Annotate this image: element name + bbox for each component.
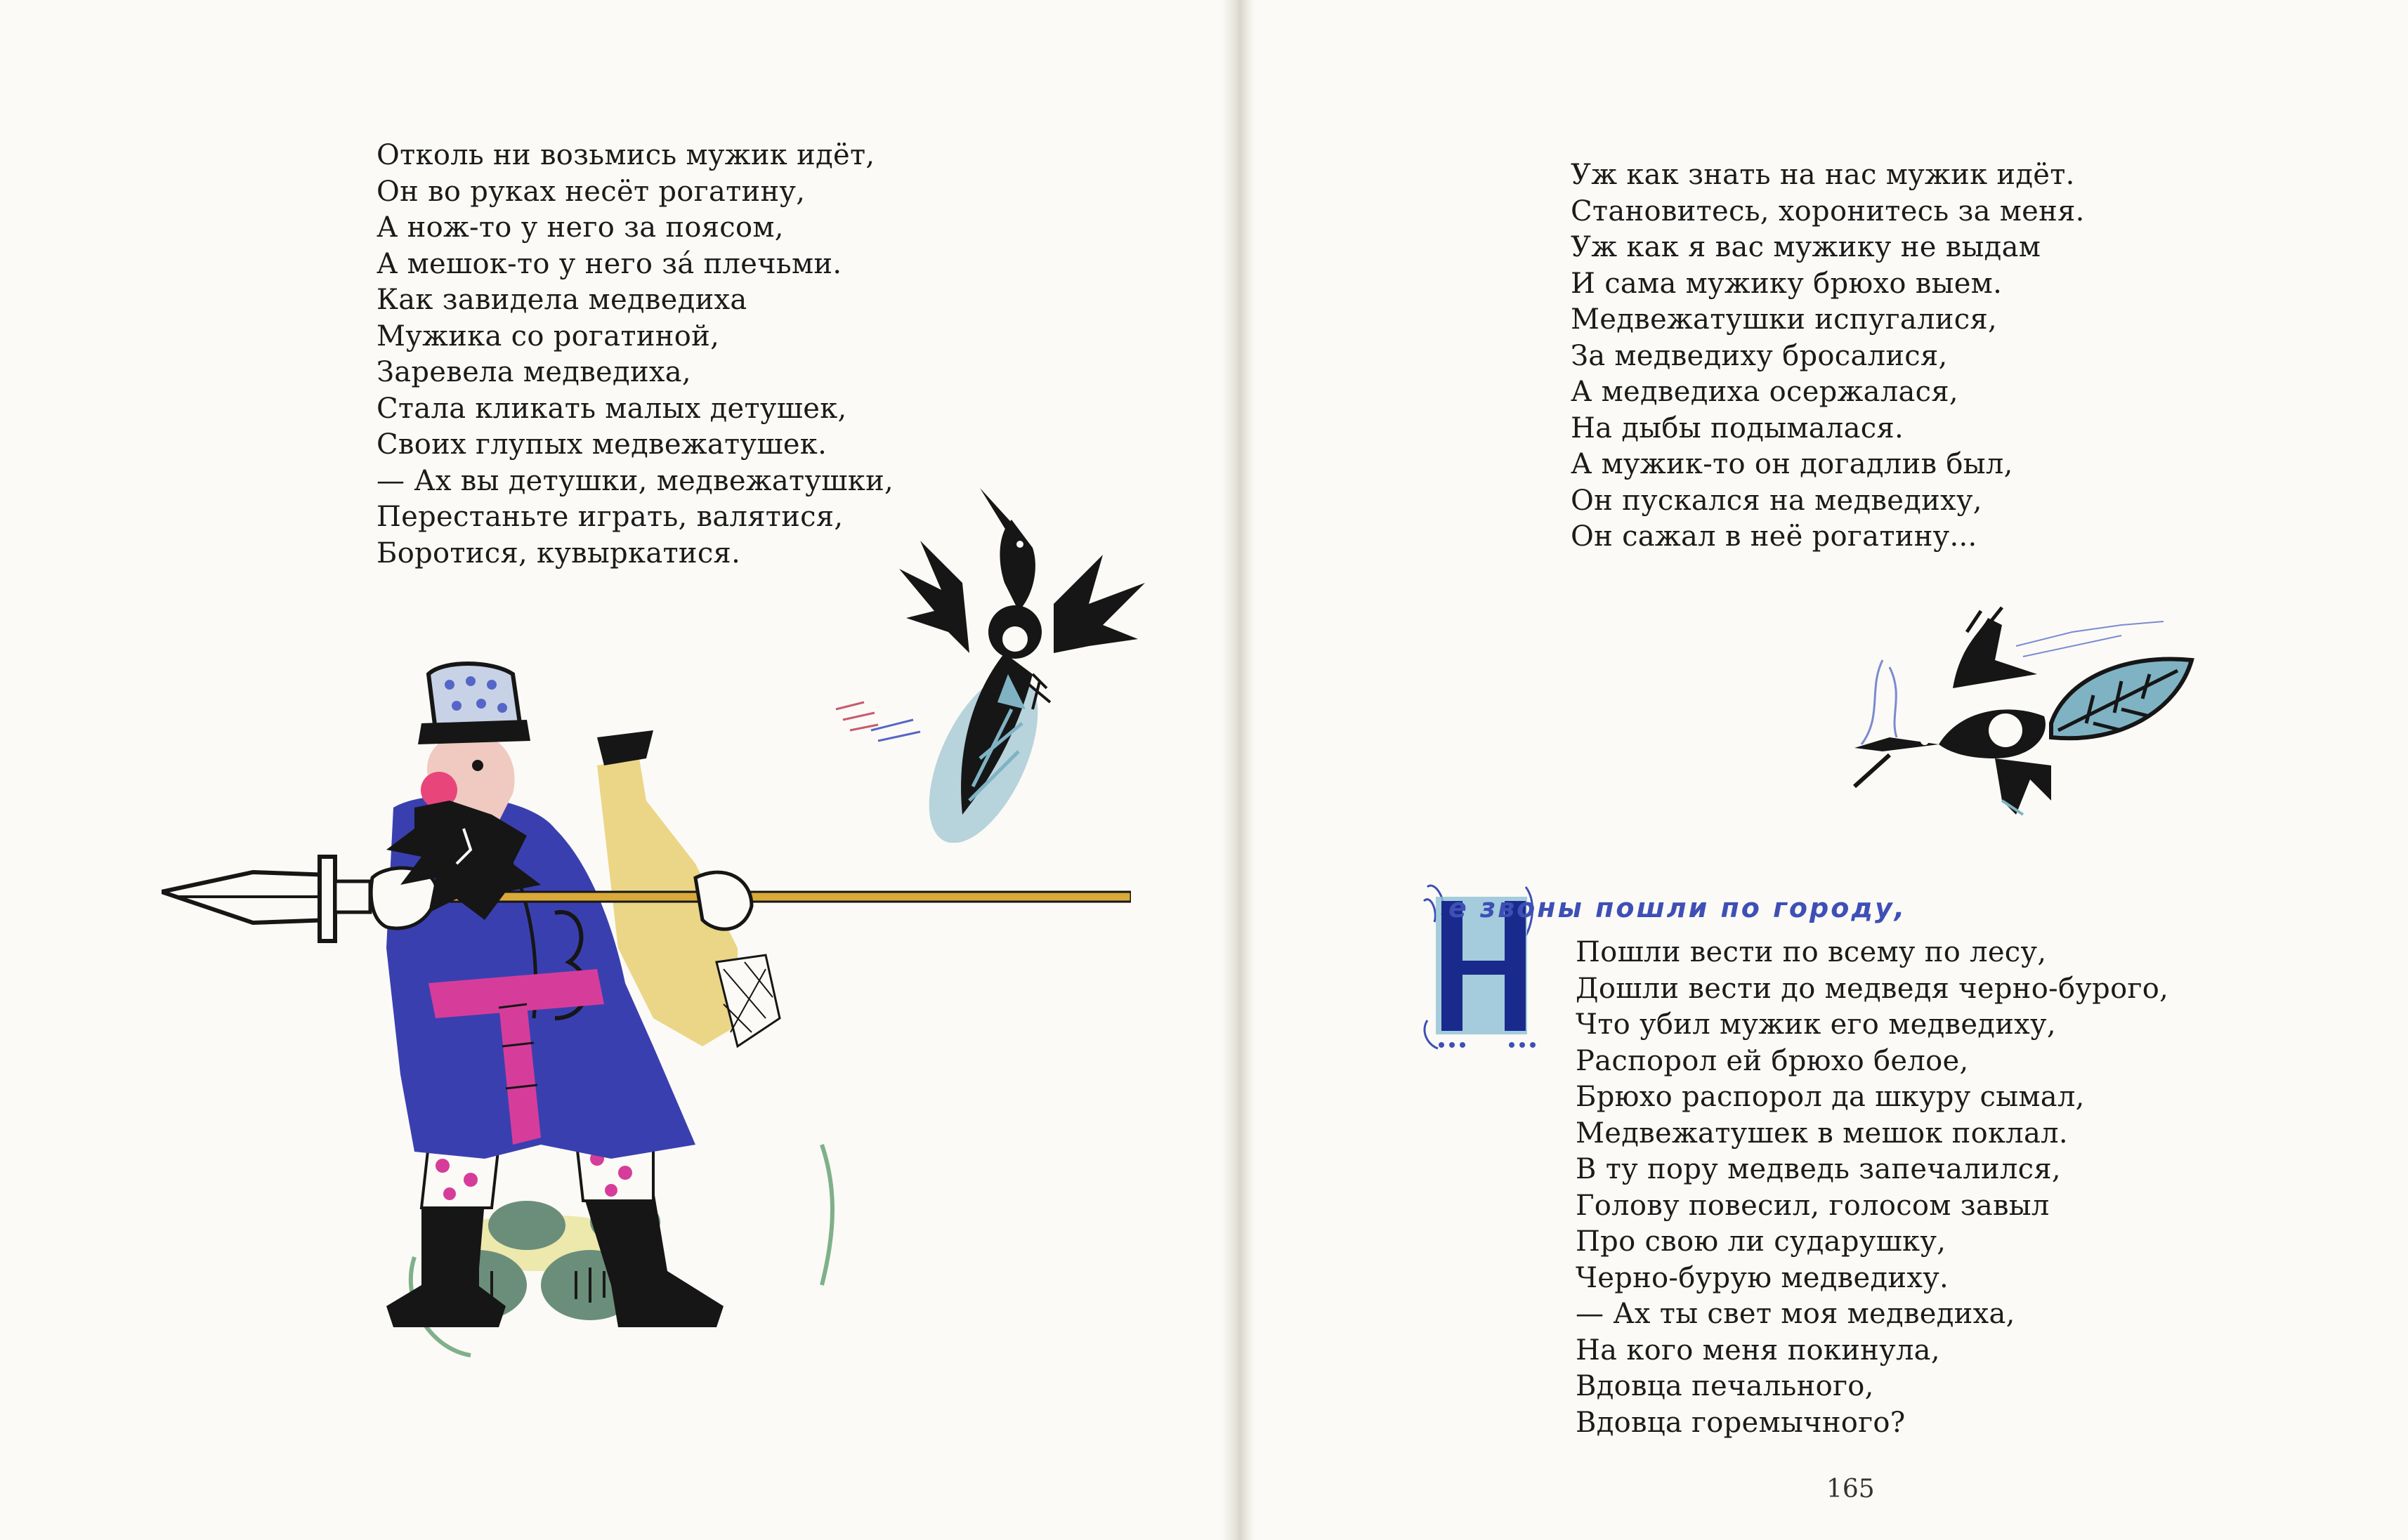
verse-line: Уж как я вас мужику не выдам <box>1571 231 2041 263</box>
verse-line: А медведиха осержалася, <box>1571 376 1958 408</box>
verse-line: Уж как знать на нас мужик идёт. <box>1571 159 2075 191</box>
verse-line: А мужик-то он догадлив был, <box>1571 448 2013 480</box>
verse-line: Вдовца печального, <box>1576 1370 1874 1402</box>
verse-line: И сама мужику брюхо выем. <box>1571 267 2003 300</box>
verse-line: Голову повесил, голосом завыл <box>1576 1189 2050 1222</box>
verse-line: Он пускался на медведиху, <box>1571 484 1982 517</box>
verse-line: Заревела медведиха, <box>377 356 691 388</box>
verse-line: — Ах ты свет моя медведиха, <box>1576 1298 2015 1330</box>
left-verse <box>377 138 894 572</box>
verse-line: Отколь ни возьмись мужик идёт, <box>377 139 875 171</box>
verse-line: В ту пору медведь запечалился, <box>1576 1153 2061 1185</box>
right-verse-top <box>1571 157 2085 555</box>
verse-line: Становитесь, хоронитесь за меня. <box>1571 195 2085 228</box>
dropcap-text: Н <box>1481 978 1482 979</box>
verse-line: Боротися, кувыркатися. <box>377 537 741 570</box>
verse-line: Мужика со рогатиной, <box>377 320 720 353</box>
verse-line: Про свою ли сударушку, <box>1576 1225 1946 1258</box>
verse-line: Своих глупых медвежатушек. <box>377 428 827 461</box>
verse-line: Медвежатушки испугалися, <box>1571 303 1998 336</box>
verse-line: Перестаньте играть, валятися, <box>377 501 844 533</box>
verse-line: Брюхо распорол да шкуру сымал, <box>1576 1081 2085 1113</box>
verse-line: А нож-то у него за поясом, <box>377 211 784 244</box>
page-number: 165 <box>1826 1475 1875 1503</box>
book-gutter <box>1222 0 1255 1540</box>
verse-line: Он во руках несёт рогатину, <box>377 175 806 208</box>
peasant-with-spear-illustration <box>162 653 1131 1369</box>
verse-line: А мешок-то у него за́ плечьми. <box>377 247 842 280</box>
verse-line: На кого меня покинула, <box>1576 1334 1940 1367</box>
verse-line: Медвежатушек в мешок поклал. <box>1576 1117 2068 1150</box>
verse-line: Распорол ей брюхо белое, <box>1576 1044 1969 1077</box>
verse-line: Пошли вести по всему по лесу, <box>1576 936 2047 968</box>
verse-line: На дыбы подымалася. <box>1571 412 1904 445</box>
verse-line: Что убил мужик его медведиху, <box>1576 1008 2056 1041</box>
verse-line: Черно-бурую медведиху. <box>1576 1261 1949 1294</box>
verse-line: Стала кликать малых детушек, <box>377 392 847 425</box>
right-verse-bottom <box>1576 935 2168 1441</box>
verse-line: Как завидела медведиха <box>377 284 747 316</box>
verse-line: За медведиху бросалися, <box>1571 339 1948 372</box>
verse-line: — Ах вы детушки, медвежатушки, <box>377 464 894 497</box>
verse-line: Он сажал в неё рогатину... <box>1571 520 1977 553</box>
section-heading: е звоны пошли по городу, <box>1448 893 1907 923</box>
magpie-right-illustration <box>1840 604 2206 829</box>
verse-line: Вдовца горемычного? <box>1576 1406 1906 1439</box>
verse-line: Дошли вести до медведя черно-бурого, <box>1576 972 2169 1005</box>
